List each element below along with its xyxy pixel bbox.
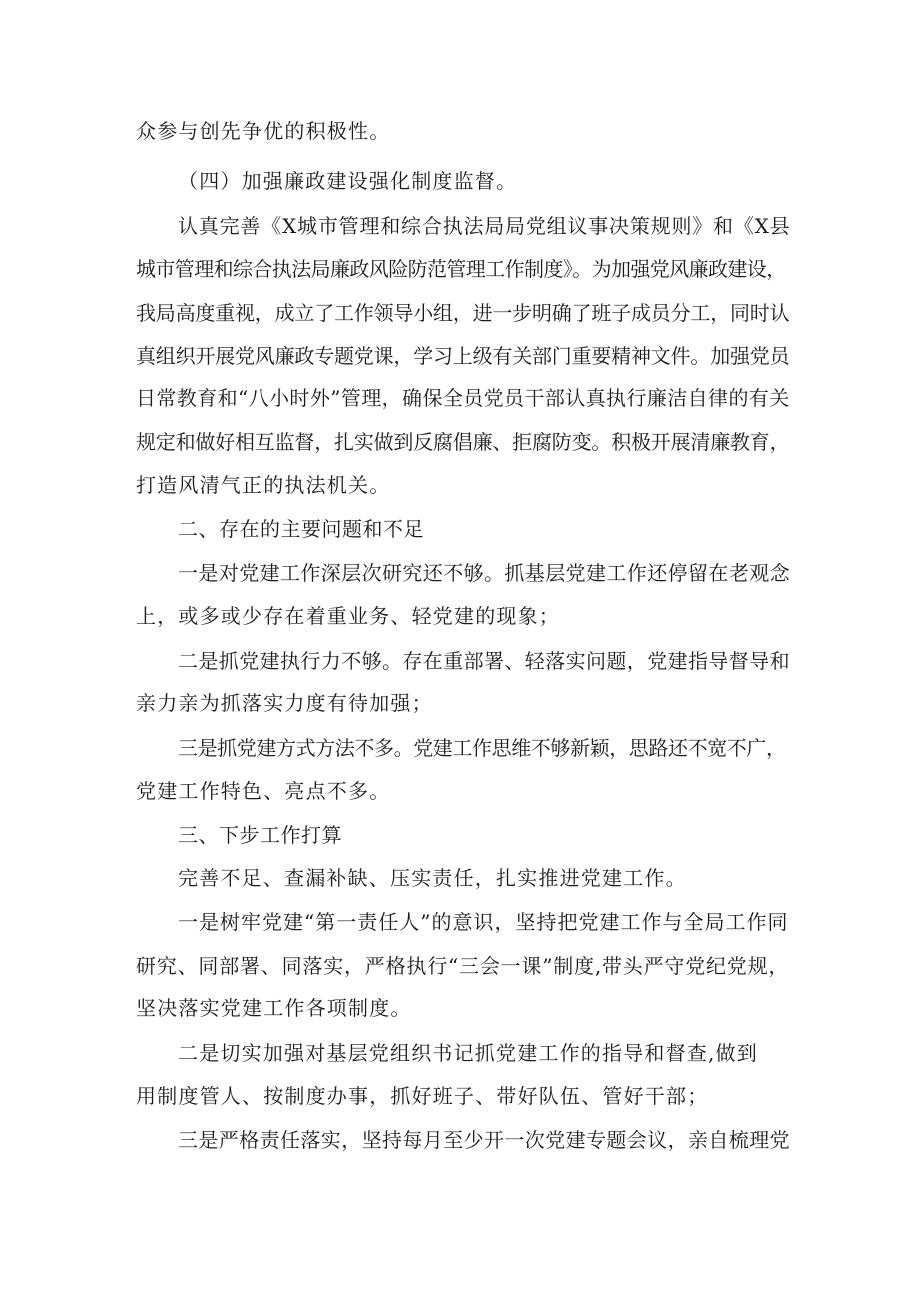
body-line-7: 日常教育和“八小时外”管理，确保全员党员干部认真执行廉洁自律的有关 — [136, 386, 790, 410]
body-line-11: 一是对党建工作深层次研究还不够。抓基层党建工作还停留在老观念 — [178, 561, 790, 585]
section-heading-2: 二、存在的主要问题和不足 — [178, 517, 424, 541]
body-line-20: 研究、同部署、同落实，严格执行“三会一课”制度,带头严守党纪党规， — [136, 954, 790, 978]
body-line-8: 规定和做好相互监督，扎实做到反腐倡廉、拒腐防变。积极开展清廉教育， — [136, 430, 790, 454]
body-line-21: 坚决落实党建工作各项制度。 — [136, 996, 412, 1020]
body-line-1: 众参与创先争优的积极性。 — [136, 119, 391, 143]
body-line-24: 三是严格责任落实，坚持每月至少开一次党建专题会议，亲自梳理党 — [178, 1128, 790, 1152]
body-line-15: 三是抓党建方式方法不多。党建工作思维不够新颖，思路还不宽不广， — [178, 736, 786, 760]
section-heading-4: （四）加强廉政建设强化制度监督。 — [178, 169, 518, 193]
body-line-3: 认真完善《X城市管理和综合执法局局党组议事决策规则》和《X县 — [178, 214, 791, 238]
body-line-14: 亲力亲为抓落实力度有待加强； — [136, 691, 433, 715]
body-line-16: 党建工作特色、亮点不多。 — [136, 779, 391, 803]
body-line-22: 二是切实加强对基层党组织书记抓党建工作的指导和督查,做到 — [178, 1041, 758, 1065]
body-line-18: 完善不足、查漏补缺、压实责任，扎实推进党建工作。 — [178, 866, 687, 890]
body-line-9: 打造风清气正的执法机关。 — [136, 473, 391, 497]
body-line-4: 城市管理和综合执法局廉政风险防范管理工作制度》。为加强党风廉政建设， — [136, 257, 786, 281]
body-line-5: 我局高度重视，成立了工作领导小组，进一步明确了班子成员分工，同时认 — [136, 301, 790, 325]
body-line-6: 真组织开展党风廉政专题党课，学习上级有关部门重要精神文件。加强党员 — [136, 344, 790, 368]
body-line-19: 一是树牢党建“第一责任人”的意识，坚持把党建工作与全局工作同 — [178, 910, 789, 934]
body-line-12: 上，或多或少存在着重业务、轻党建的现象； — [136, 604, 560, 628]
body-line-13: 二是抓党建执行力不够。存在重部署、轻落实问题，党建指导督导和 — [178, 649, 790, 673]
section-heading-3: 三、下步工作打算 — [178, 823, 342, 847]
body-line-23: 用制度管人、按制度办事，抓好班子、带好队伍、管好干部； — [136, 1084, 709, 1108]
